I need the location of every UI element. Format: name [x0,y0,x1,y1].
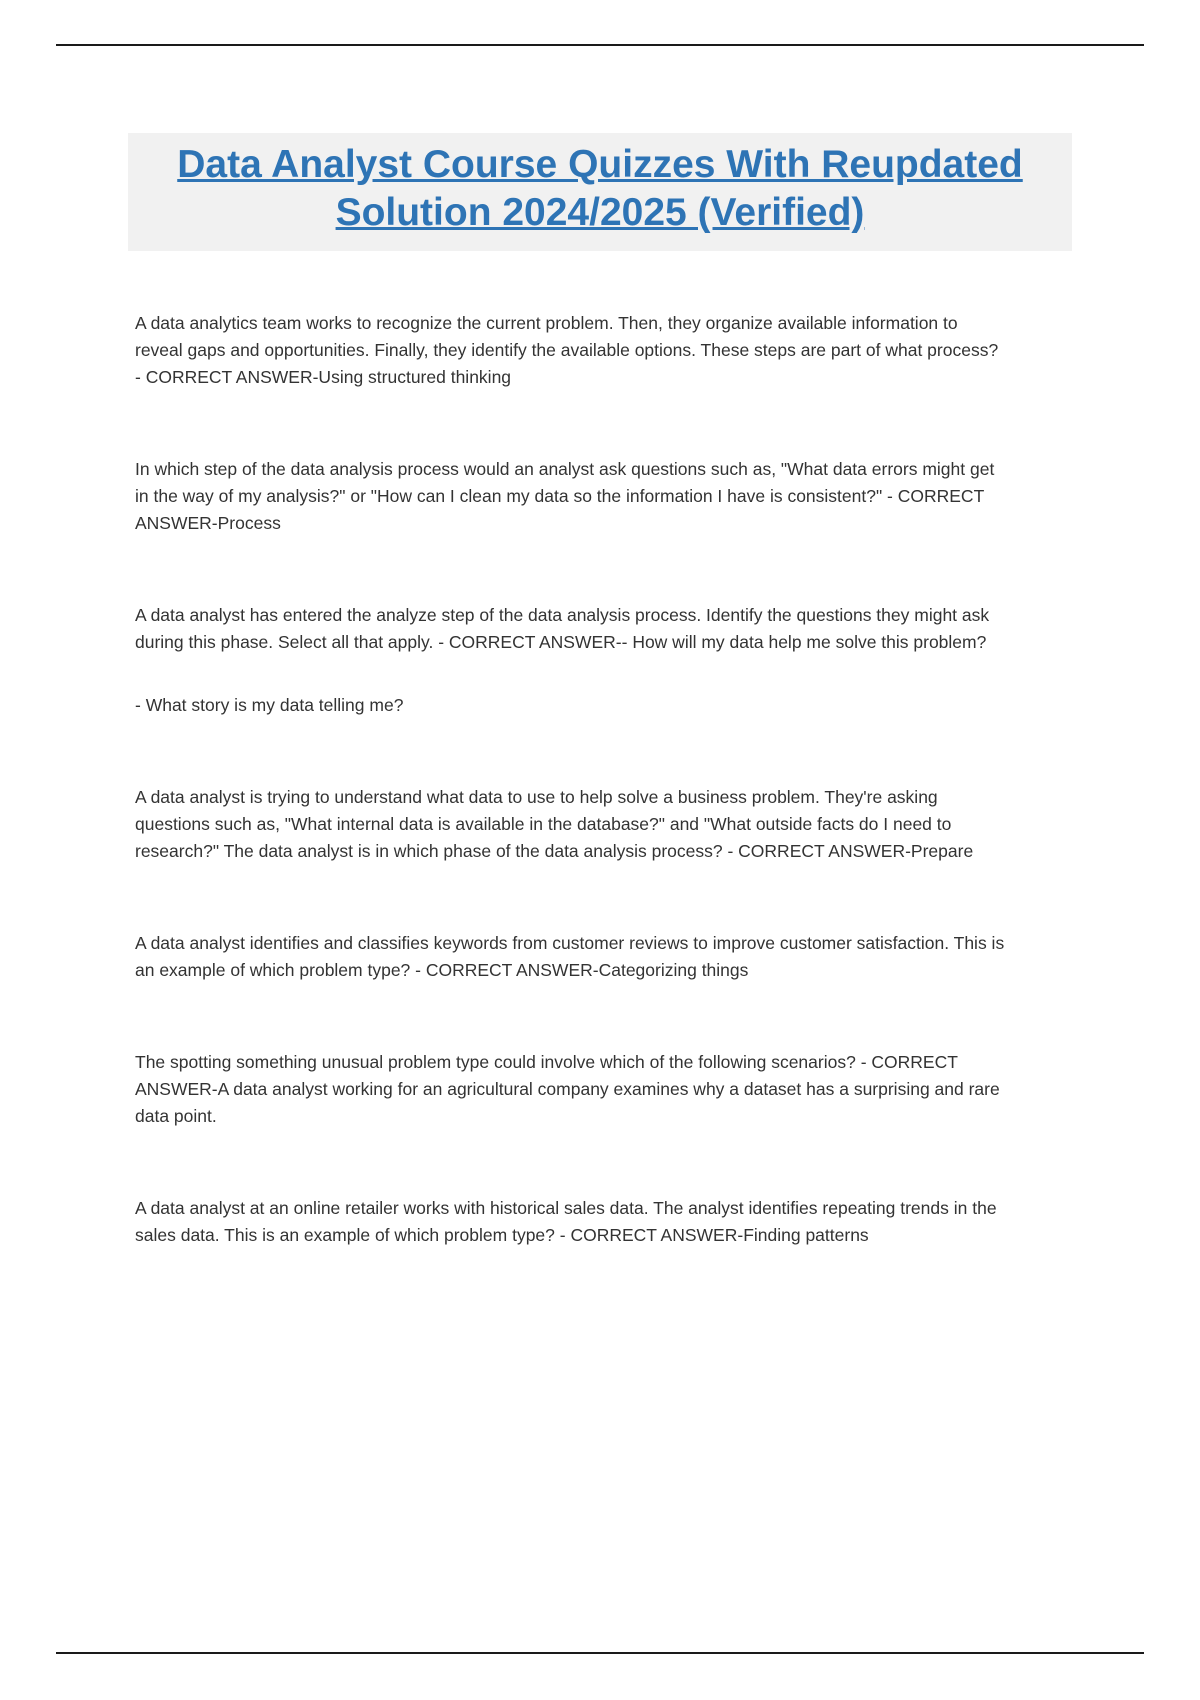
qa-paragraph: A data analytics team works to recognize the current problem. Then, they organize available information to reveal gaps and opportunities. Finally, they identify the available options. These steps are part of what process? - CORRECT ANSWER-Using structured thinking [135,313,999,387]
qa-paragraph: A data analyst identifies and classifies keywords from customer reviews to improve customer satisfaction. This is an example of which problem type? - CORRECT ANSWER-Categorizing things [135,933,1005,980]
qa-paragraph: In which step of the data analysis process would an analyst ask questions such as, "What data errors might get in the way of my analysis?" or "How can I clean my data so the information I have is consistent?" - CORRECT ANSWER-Process [135,459,995,533]
qa-paragraph: A data analyst at an online retailer works with historical sales data. The analyst identifies repeating trends in the sales data. This is an example of which problem type? - CORRECT ANSWER-Finding patterns [135,1198,997,1245]
document-body [135,310,1007,1314]
title-block [128,133,1072,251]
qa-paragraph: A data analyst is trying to understand what data to use to help solve a business problem. They're asking questions such as, "What internal data is available in the database?" and "What outside facts do I need to research?" The data analyst is in which phase of the data analysis process? - CORRECT ANSWER-Prepare [135,787,974,861]
bottom-divider [56,1652,1144,1654]
top-divider [56,44,1144,46]
qa-paragraph: The spotting something unusual problem type could involve which of the following scenarios? - CORRECT ANSWER-A data analyst working for an agricultural company examines why a dataset has a surprising and rare data point. [135,1052,1000,1126]
qa-paragraph: A data analyst has entered the analyze step of the data analysis process. Identify the questions they might ask during this phase. Select all that apply. - CORRECT ANSWER-- How will my data help me solve this problem? [135,605,990,652]
document-title: Data Analyst Course Quizzes With Reupdated Solution 2024/2025 (Verified) [177,143,1023,234]
qa-paragraph-continuation: - What story is my data telling me? [135,695,404,715]
